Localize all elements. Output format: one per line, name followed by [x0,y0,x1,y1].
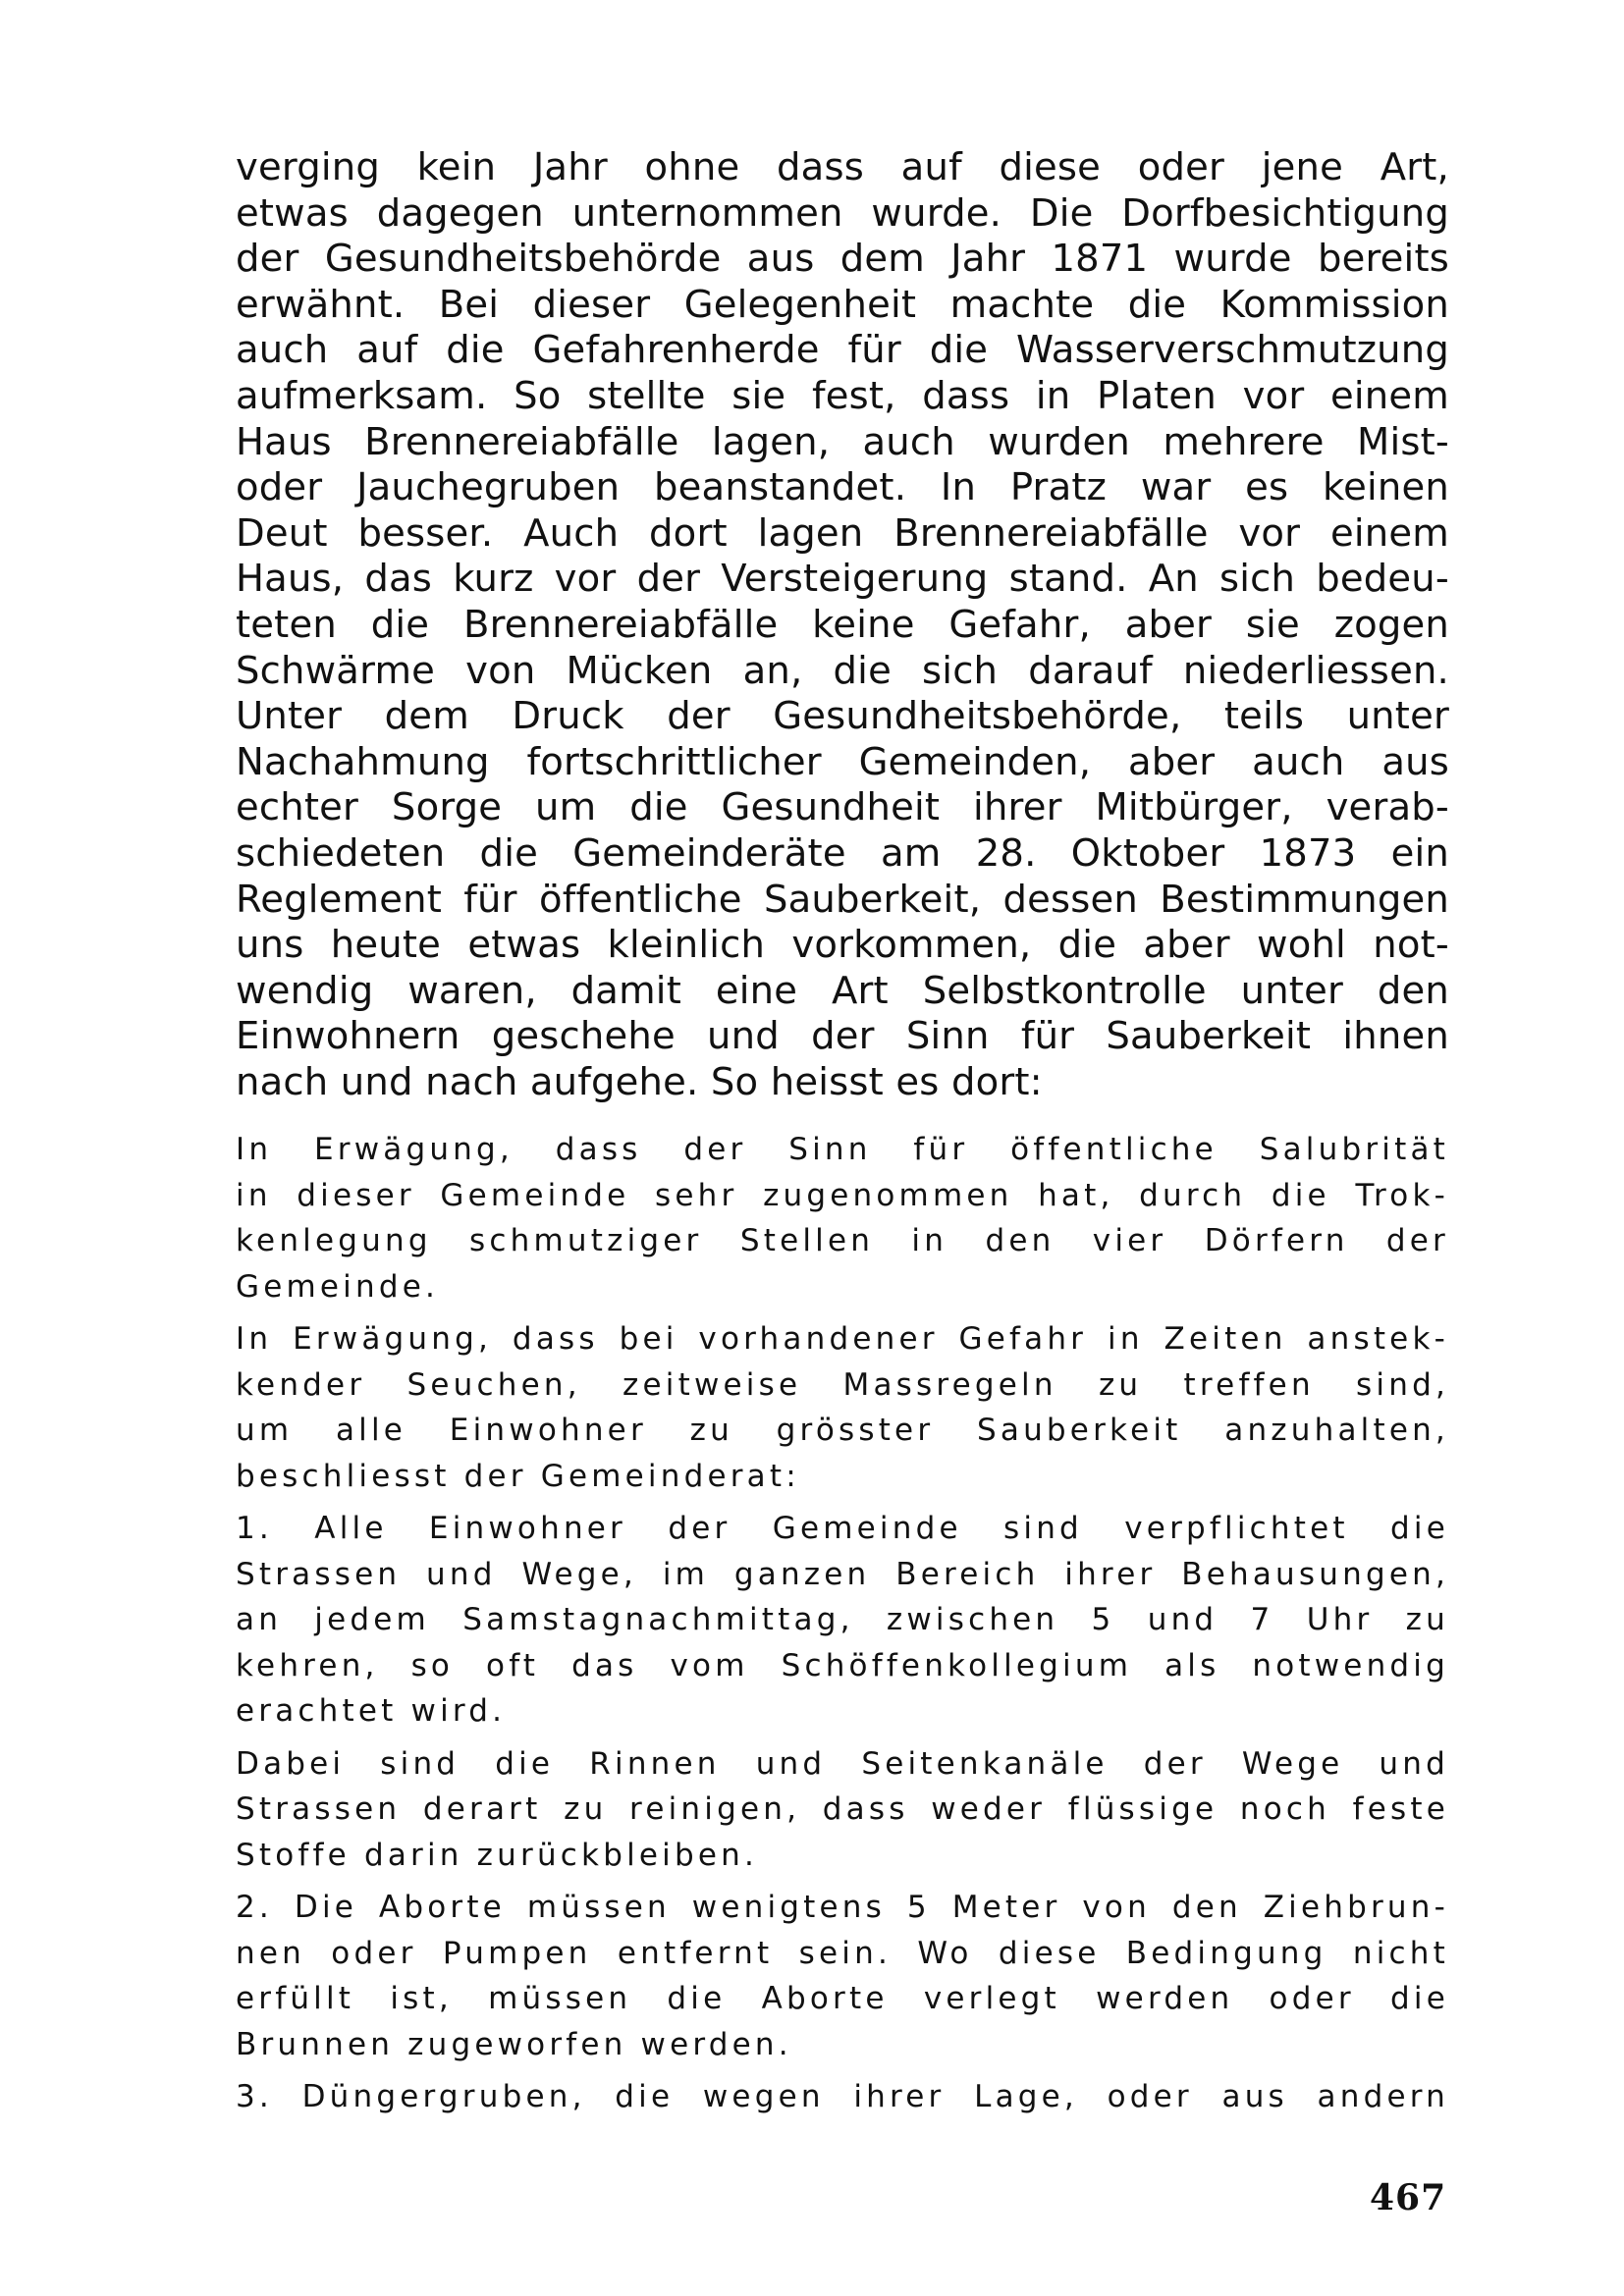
quote-paragraph [236,1506,1449,1735]
page-number: 467 [1370,2177,1447,2218]
quote-line: kehren, so oft das vom Schöffenkollegium als notwendig [236,1647,1449,1683]
text-line: Unter dem Druck der Gesundheitsbehörde, teils unter [236,694,1449,739]
main-text-block [236,145,1449,1105]
quote-line: an jedem Samstagnachmittag, zwischen 5 und 7 Uhr zu [236,1602,1449,1637]
quote-line: nen oder Pumpen entfernt sein. Wo diese Bedingung nicht [236,1935,1449,1971]
quote-paragraph [236,1127,1449,1309]
text-line: uns heute etwas kleinlich vorkommen, die aber wohl not- [236,923,1449,968]
quoted-regulation [236,1127,1449,2120]
quote-line: Strassen und Wege, im ganzen Bereich ihrer Behausungen, [236,1556,1449,1592]
quote-line: Strassen derart zu reinigen, dass weder flüssige noch feste [236,1791,1449,1827]
text-line: Reglement für öffentliche Sauberkeit, dessen Bestimmungen [236,877,1449,922]
quote-line: erachtet wird. [236,1693,507,1729]
text-line: verging kein Jahr ohne dass auf diese oder jene Art, [236,145,1449,189]
quote-line: 1. Alle Einwohner der Gemeinde sind verpflichtet die [236,1511,1449,1546]
text-line: nach und nach aufgehe. So heisst es dort: [236,1059,1043,1104]
quote-line: erfüllt ist, müssen die Aborte verlegt werden oder die [236,1981,1449,2016]
quote-line: kenlegung schmutziger Stellen in den vier Dörfern der [236,1223,1449,1258]
quote-line: In Erwägung, dass der Sinn für öffentliche Salubrität [236,1132,1449,1167]
text-line: Schwärme von Mücken an, die sich darauf niederliessen. [236,648,1449,693]
text-line: oder Jauchegruben beanstandet. In Pratz war es keinen [236,465,1449,510]
text-line: schiedeten die Gemeinderäte am 28. Oktober 1873 ein [236,830,1449,876]
text-line: Haus, das kurz vor der Versteigerung stand. An sich bedeu- [236,557,1449,602]
quote-line: beschliesst der Gemeinderat: [236,1458,800,1494]
quote-paragraph [236,1316,1449,1499]
quote-line: Gemeinde. [236,1268,440,1305]
quote-paragraph [236,1741,1449,1879]
quote-line: Dabei sind die Rinnen und Seitenkanäle der Wege und [236,1745,1449,1782]
text-line: teten die Brennereiabfälle keine Gefahr, aber sie zogen [236,602,1449,647]
quote-line: in dieser Gemeinde sehr zugenommen hat, durch die Trok- [236,1177,1449,1213]
text-line: Deut besser. Auch dort lagen Brennereiabfälle vor einem [236,510,1449,556]
text-line: auch auf die Gefahrenherde für die Wasserverschmutzung [236,328,1449,373]
quote-paragraph [236,2074,1449,2120]
quote-line: Stoffe darin zurückbleiben. [236,1837,759,1873]
text-line: Nachahmung fortschrittlicher Gemeinden, aber auch aus [236,739,1449,784]
text-line: echter Sorge um die Gesundheit ihrer Mitbürger, verab- [236,785,1449,830]
text-line: aufmerksam. So stellte sie fest, dass in Platen vor einem [236,373,1449,418]
quote-line: Brunnen zugeworfen werden. [236,2026,792,2062]
quote-line: In Erwägung, dass bei vorhandener Gefahr in Zeiten anstek- [236,1321,1449,1357]
quote-paragraph [236,1885,1449,2067]
text-line: etwas dagegen unternommen wurde. Die Dorfbesichtigung [236,190,1449,236]
quote-line: 2. Die Aborte müssen wenigtens 5 Meter von den Ziehbrun- [236,1890,1449,1925]
text-line: erwähnt. Bei dieser Gelegenheit machte die Kommission [236,282,1449,327]
quote-line: um alle Einwohner zu grösster Sauberkeit anzuhalten, [236,1413,1449,1448]
quote-line: 3. Düngergruben, die wegen ihrer Lage, oder aus andern [236,2079,1449,2114]
text-line: der Gesundheitsbehörde aus dem Jahr 1871 wurde bereits [236,237,1449,282]
quote-line: kender Seuchen, zeitweise Massregeln zu treffen sind, [236,1366,1449,1403]
text-line: Haus Brennereiabfälle lagen, auch wurden mehrere Mist- [236,419,1449,464]
text-line: wendig waren, damit eine Art Selbstkontrolle unter den [236,968,1449,1013]
text-line: Einwohnern geschehe und der Sinn für Sauberkeit ihnen [236,1014,1449,1059]
